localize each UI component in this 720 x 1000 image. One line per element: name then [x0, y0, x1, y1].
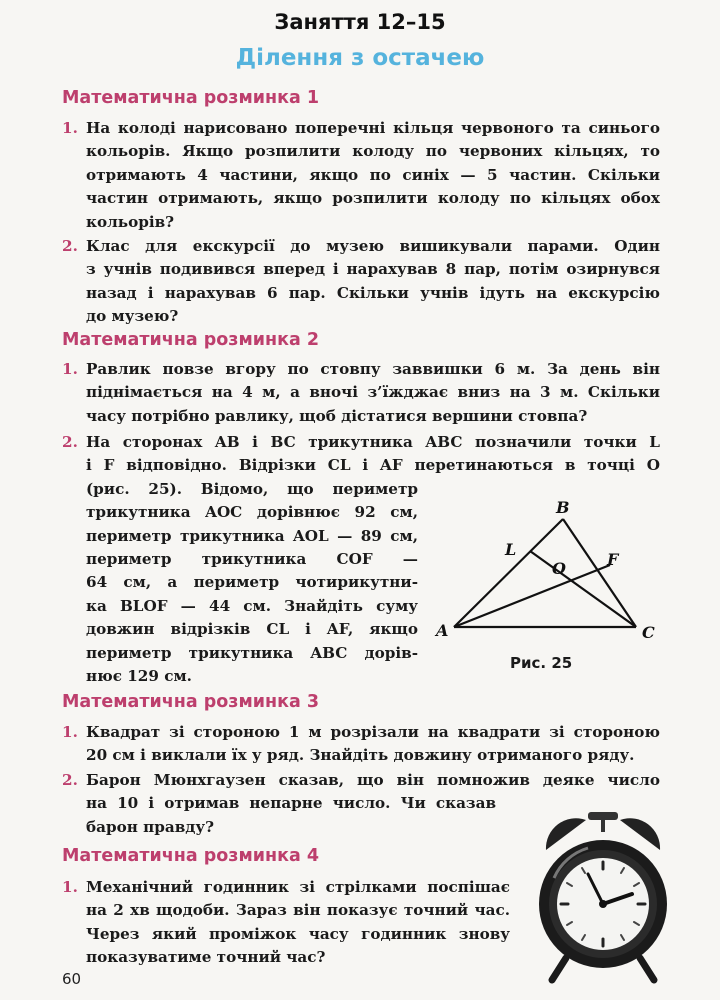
task-text: На колоді нарисовано поперечні кільця червоного та синього кольорів. Якщо розпилити колоду по червоних кільцях, то отримають 4 частини, якщо по синіх — 5 частин. Скільки частин отримають, якщо розпилити колоду по кільцях обох кольорів? [86, 119, 660, 231]
section-title-4: Математична розминка 4 [62, 846, 320, 866]
task-number: 1. [62, 723, 78, 741]
topic-title: Ділення з остачею [235, 45, 485, 71]
task-text: Равлик повзе вгору по стовпу заввишки 6 м. За день він піднімається на 4 м, а вночі з’їжджає вниз на 3 м. Скільки часу потрібно равлику, щоб дістатися вершини стовпа? [86, 360, 660, 425]
task-number: 1. [62, 119, 78, 137]
segment-af [454, 565, 610, 627]
label-c: C [642, 623, 655, 642]
figure-caption: Рис. 25 [510, 654, 573, 672]
label-f: F [607, 550, 619, 569]
label-a: A [436, 621, 449, 640]
task-text: Барон Мюнхгаузен сказав, що він помножив деяке число на 10 і отримав непарне число. Чи сказав барон правду? [86, 771, 660, 836]
task-number: 2. [62, 433, 78, 451]
task-number: 1. [62, 878, 78, 896]
side-bc [563, 519, 636, 627]
lesson-title: Заняття 12–15 [274, 10, 446, 34]
side-ab [454, 519, 563, 627]
page-number: 60 [62, 970, 82, 988]
task-text: Механічний годинник зі стрілками поспішає на 2 хв щодоби. Зараз він показує точний час. Через який проміжок часу годинник знову показуватиме точний час? [86, 878, 510, 967]
label-b: B [556, 498, 570, 517]
section-title-1: Математична розминка 1 [62, 88, 320, 108]
section-title-3: Математична розминка 3 [62, 692, 320, 712]
triangle-figure [432, 493, 662, 643]
task-text: На сторонах AB і BC трикутника ABC позначили точки L і F відповідно. Відрізки CL і AF перетинаються в точці O (рис. 25). Відомо, що периметр трикутника AOC дорівнює 92 см, периметр трикутника AOL — 89 см, периметр трикутника COF — 64 см, а периметр чотирикутни- ка BLOF — 44 см. Знайдіть суму довжин відрізків CL і AF, якщо периметр трикутника ABC дорів- нює 129 см. [86, 433, 660, 686]
section-title-2: Математична розминка 2 [62, 330, 320, 350]
label-o: O [552, 559, 566, 578]
task-text: Квадрат зі стороною 1 м розрізали на квадрати зі стороною 20 см і виклали їх у ряд. Знайдіть довжину отриманого ряду. [86, 723, 660, 765]
task-number: 1. [62, 360, 78, 378]
label-l: L [505, 540, 517, 559]
task-text: Клас для екскурсії до музею вишикували парами. Один з учнів подивився вперед і нарахував 8 пар, потім озирнувся назад і нарахував 6 пар. Скільки учнів ідуть на екскурсію до музею? [86, 237, 660, 326]
task-number: 2. [62, 771, 78, 789]
alarm-clock-icon [528, 808, 678, 988]
task-number: 2. [62, 237, 78, 255]
segment-cl [530, 551, 636, 627]
